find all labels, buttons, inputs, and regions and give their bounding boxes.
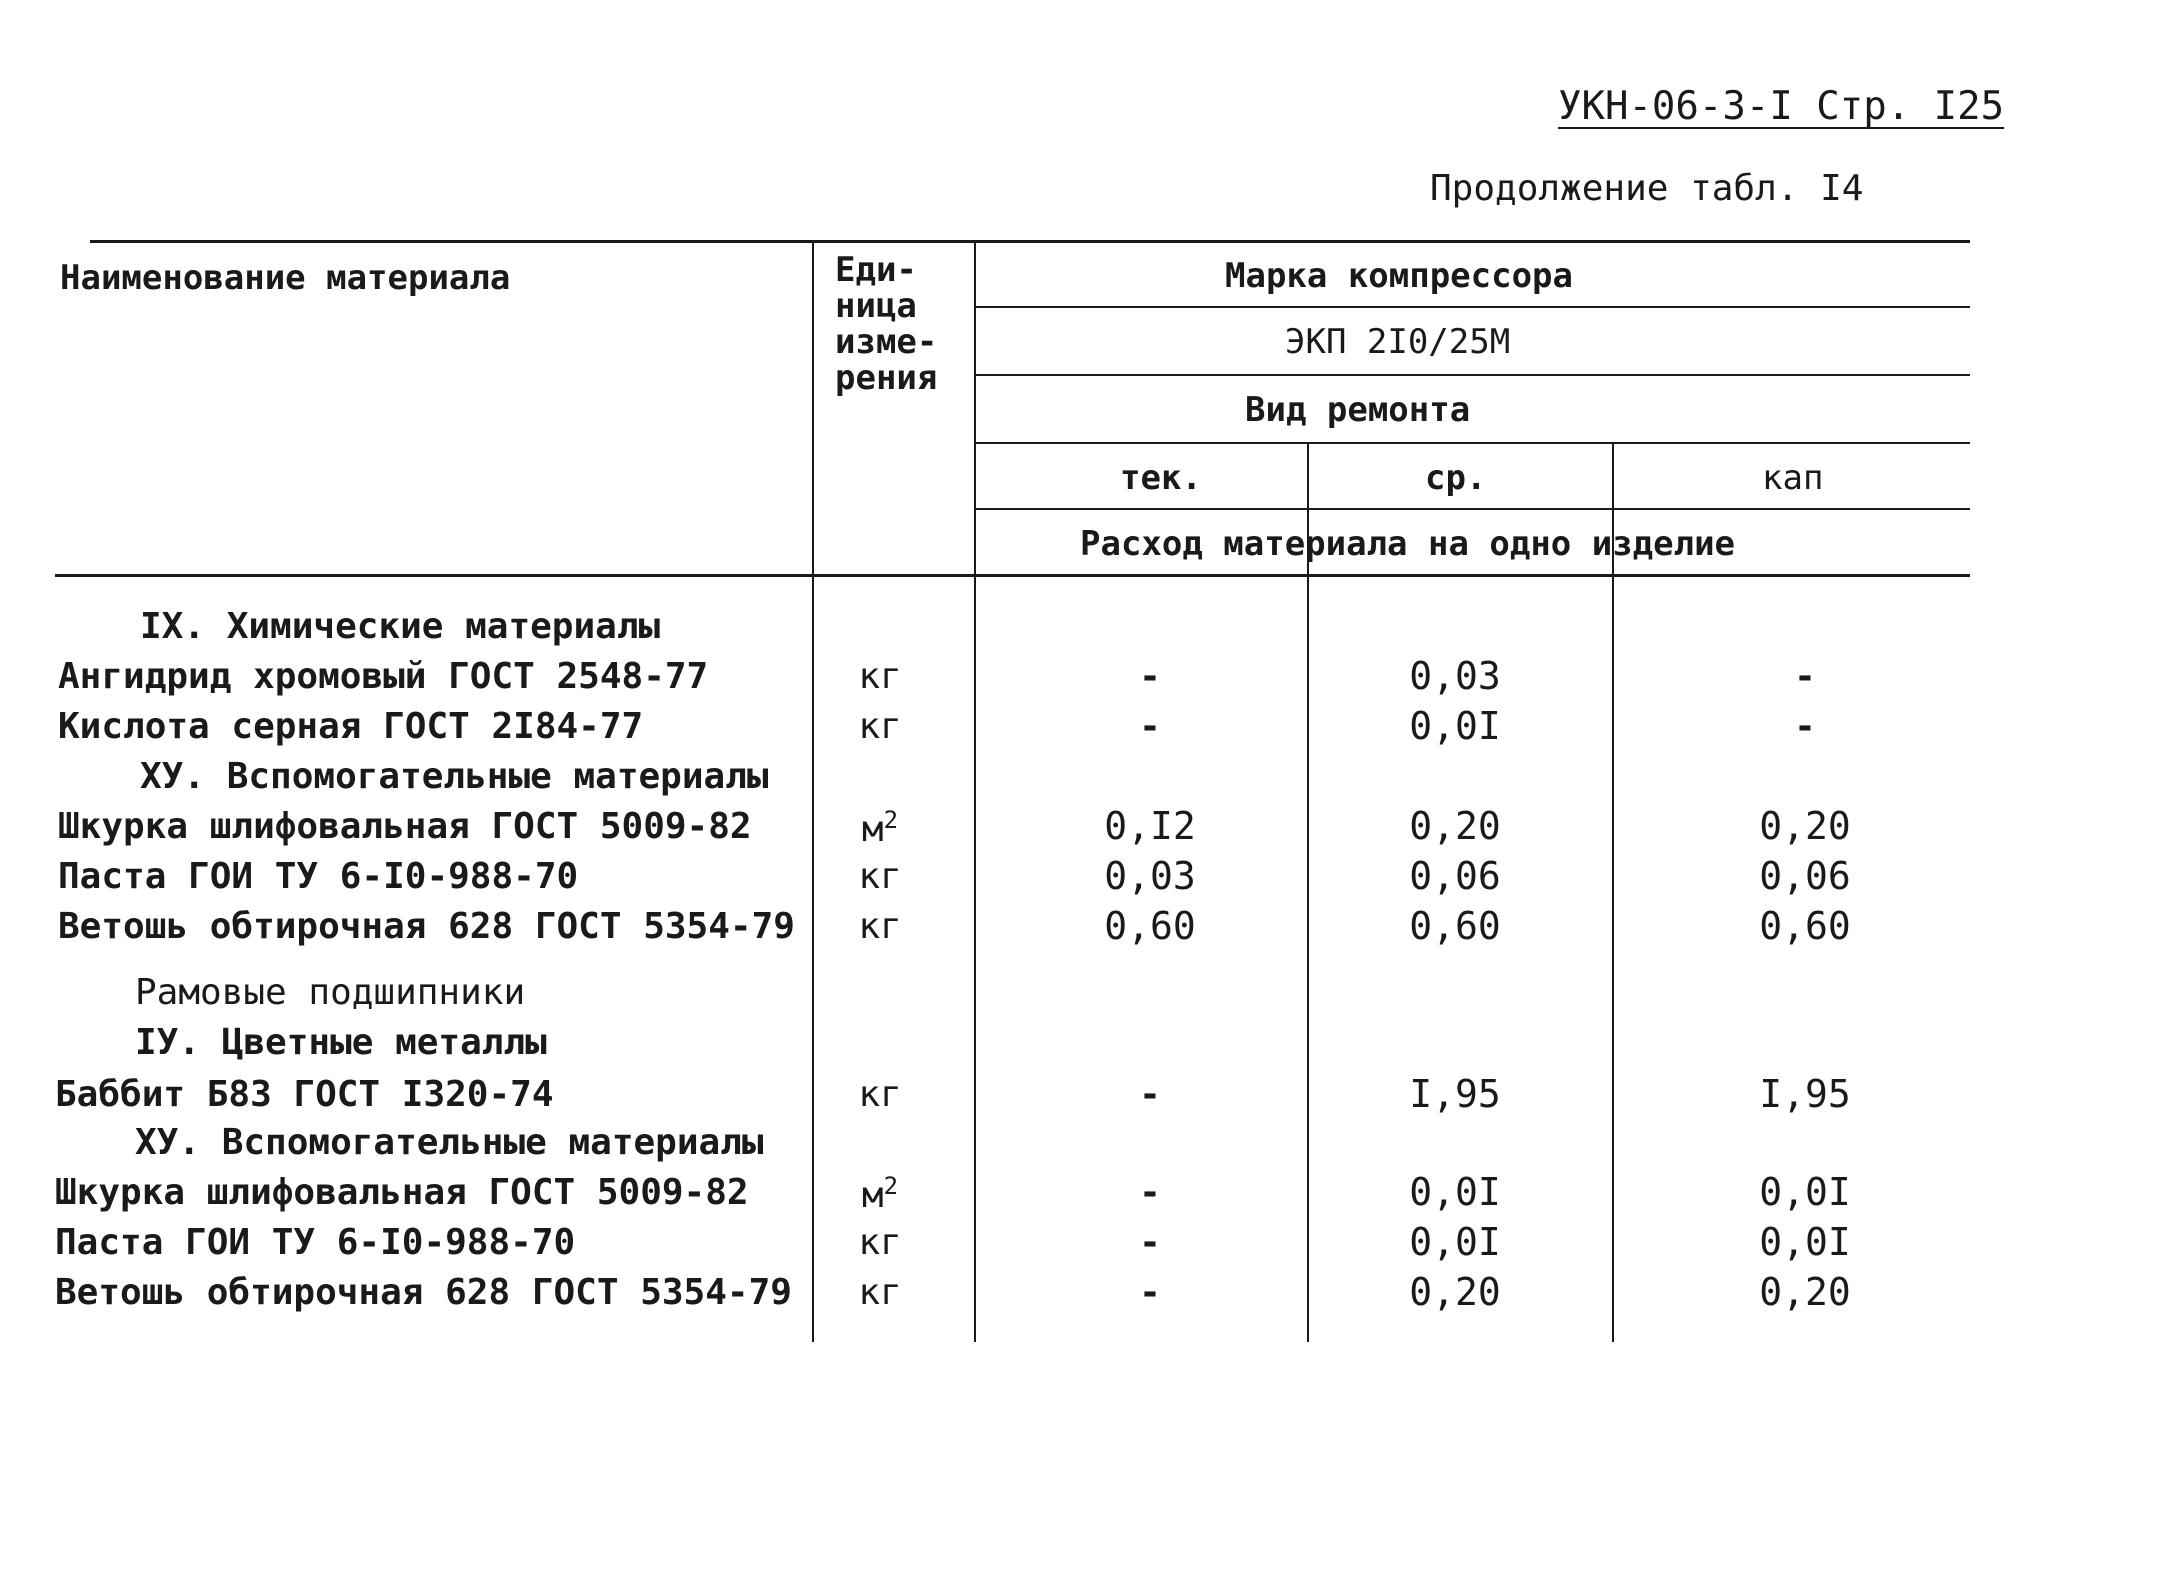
section-title: ХУ. Вспомогательные материалы <box>135 1122 764 1163</box>
header-rule-repair <box>975 442 1970 444</box>
table-continuation-label: Продолжение табл. I4 <box>1430 168 1864 209</box>
material-unit: кг <box>858 656 902 697</box>
unit-exponent: 2 <box>883 1172 899 1200</box>
value-sr: 0,0I <box>1409 1170 1501 1214</box>
header-rule-cols <box>975 508 1970 510</box>
value-tek: 0,I2 <box>1104 804 1196 848</box>
value-sr: 0,60 <box>1409 904 1501 948</box>
material-name: Ангидрид хромовый ГОСТ 2548-77 <box>58 656 709 697</box>
value-tek: - <box>1139 656 1161 697</box>
value-tek: 0,03 <box>1104 854 1196 898</box>
material-unit: кг <box>858 1272 902 1313</box>
material-unit <box>820 806 940 850</box>
material-name: Ветошь обтирочная 628 ГОСТ 5354-79 <box>55 1272 792 1313</box>
value-sr: 0,03 <box>1409 654 1501 698</box>
header-col-sr: ср. <box>1425 458 1487 498</box>
header-unit-line-4: рения <box>835 358 938 398</box>
value-tek: - <box>1139 1222 1161 1263</box>
value-kap: 0,0I <box>1759 1220 1851 1264</box>
material-unit: кг <box>858 906 902 947</box>
material-name: Кислота серная ГОСТ 2I84-77 <box>58 706 644 747</box>
material-name: Паста ГОИ ТУ 6-I0-988-70 <box>55 1222 576 1263</box>
value-tek: - <box>1139 1172 1161 1213</box>
header-compressor-model: ЭКП 2I0/25М <box>1285 322 1511 362</box>
header-unit-line-2: ница <box>835 286 917 326</box>
material-unit: кг <box>858 706 902 747</box>
section-title: IУ. Цветные металлы <box>135 1022 547 1063</box>
value-tek: - <box>1139 706 1161 747</box>
value-tek: - <box>1139 1272 1161 1313</box>
column-divider-tek-sr-body <box>1307 576 1309 1342</box>
table-header-bottom-rule <box>55 574 1970 577</box>
value-kap: 0,0I <box>1759 1170 1851 1214</box>
header-repair-type: Вид ремонта <box>1245 390 1471 430</box>
value-kap: 0,06 <box>1759 854 1851 898</box>
header-unit-line-3: изме- <box>835 322 938 362</box>
value-kap: 0,20 <box>1759 804 1851 848</box>
value-kap: 0,60 <box>1759 904 1851 948</box>
header-col-kap: кап <box>1762 458 1824 498</box>
header-unit-line-1: Еди- <box>835 250 917 290</box>
page-reference: УКН-06-3-I Стр. I25 <box>1558 84 2005 129</box>
header-rule-brand <box>975 306 1970 308</box>
table-top-rule <box>90 240 1970 243</box>
material-name: Ветошь обтирочная 628 ГОСТ 5354-79 <box>58 906 795 947</box>
unit-base: м <box>861 809 884 850</box>
column-divider-unit <box>812 242 814 1342</box>
value-sr: 0,20 <box>1409 1270 1501 1314</box>
value-sr: 0,0I <box>1409 704 1501 748</box>
material-unit <box>820 1172 940 1216</box>
header-col-tek: тек. <box>1120 458 1202 498</box>
header-unit <box>835 252 937 396</box>
value-tek: 0,60 <box>1104 904 1196 948</box>
material-unit: кг <box>858 1074 902 1115</box>
section-title: Рамовые подшипники <box>135 972 526 1013</box>
material-name: Шкурка шлифовальная ГОСТ 5009-82 <box>55 1172 749 1213</box>
value-sr: 0,06 <box>1409 854 1501 898</box>
column-divider-values <box>974 242 976 1342</box>
header-consumption: Расход материала на одно изделие <box>1080 524 1736 564</box>
material-name: Паста ГОИ ТУ 6-I0-988-70 <box>58 856 579 897</box>
material-name: Шкурка шлифовальная ГОСТ 5009-82 <box>58 806 752 847</box>
column-divider-sr-kap-body <box>1612 576 1614 1342</box>
header-compressor-brand: Марка компрессора <box>1225 256 1573 296</box>
value-kap: 0,20 <box>1759 1270 1851 1314</box>
material-unit: кг <box>858 856 902 897</box>
value-tek: - <box>1139 1074 1161 1115</box>
value-kap: - <box>1794 706 1816 747</box>
value-sr: 0,20 <box>1409 804 1501 848</box>
section-title: ХУ. Вспомогательные материалы <box>140 756 769 797</box>
value-kap: I,95 <box>1759 1072 1851 1116</box>
value-sr: 0,0I <box>1409 1220 1501 1264</box>
section-title: IX. Химические материалы <box>140 606 661 647</box>
unit-base: м <box>861 1175 884 1216</box>
header-rule-model <box>975 374 1970 376</box>
material-unit: кг <box>858 1222 902 1263</box>
value-kap: - <box>1794 656 1816 697</box>
unit-exponent: 2 <box>883 806 899 834</box>
header-material-name: Наименование материала <box>60 258 511 298</box>
material-name: Баббит Б83 ГОСТ I320-74 <box>55 1074 554 1115</box>
value-sr: I,95 <box>1409 1072 1501 1116</box>
